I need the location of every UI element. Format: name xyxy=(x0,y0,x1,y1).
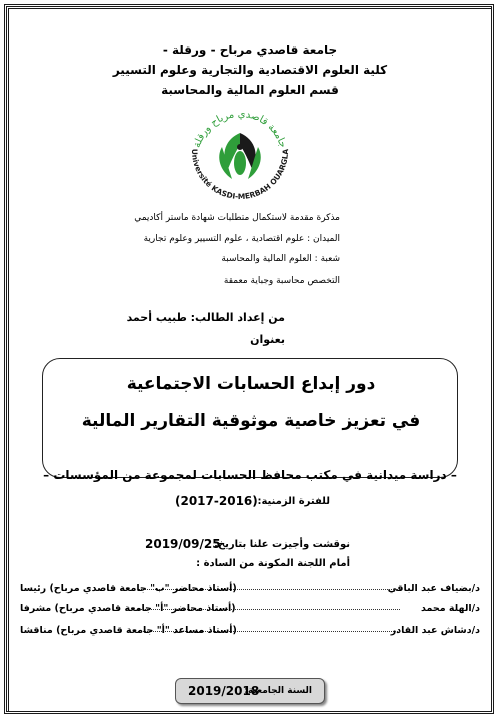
jury-row xyxy=(20,603,480,619)
logo-arabic-text: جامعة قاصدي مرباح ورقلة xyxy=(191,108,289,150)
logo-emblem xyxy=(219,133,261,179)
defense-label: نوقشت وأجيزت علنا بتاريخ: xyxy=(213,539,350,550)
study-subtitle: – دراسة ميدانية في مكتب محافظ الحسابات لمجموعة من المؤسسات – xyxy=(43,468,457,482)
jury-name: د/بضياف عبد الباقي xyxy=(387,583,480,594)
jury-row xyxy=(20,625,480,641)
jury-position: (أستاذ محاضر "ب" جامعة قاصدي مرباح) رئيسا xyxy=(20,583,237,594)
student-line: من إعداد الطالب: طبيب أحمد xyxy=(126,311,285,324)
jury-position: (أستاذ مساعد "أ" جامعة قاصدي مرباح) مناقشا xyxy=(20,625,237,636)
defense-date: 2019/09/25 xyxy=(145,537,221,551)
title-box xyxy=(42,358,458,478)
academic-year-label: السنة الجامعية: xyxy=(244,686,312,696)
university-logo xyxy=(170,95,310,210)
department-name: قسم العلوم المالية والمحاسبة xyxy=(161,83,339,97)
thesis-title-line-1: دور إبداع الحسابات الاجتماعية xyxy=(126,374,376,394)
jury-row xyxy=(20,583,480,599)
period-label: للفترة الزمنية: xyxy=(257,496,330,507)
memo-description: مذكرة مقدمة لاستكمال متطلبات شهادة ماستر أكاديمي xyxy=(134,213,340,223)
branch-line: شعبة : العلوم المالية والمحاسبة xyxy=(221,254,340,264)
jury-name: د/دشاش عبد القادر xyxy=(390,625,480,636)
specialty-line: التخصص محاسبة وجباية معمقة xyxy=(223,276,340,286)
logo-latin-text: Université KASDI-MERBAH OUARGLA xyxy=(189,148,291,202)
field-line: الميدان : علوم اقتصادية ، علوم التسيير وعلوم تجارية xyxy=(143,234,340,244)
title-label: بعنوان xyxy=(250,333,285,346)
thesis-title-line-2: في تعزيز خاصية موثوقية التقارير المالية xyxy=(81,411,421,431)
jury-position: (أستاذ محاضر "أ" جامعة قاصدي مرباح) مشرفا xyxy=(20,603,236,614)
university-name: جامعة قاصدي مرباح - ورقلة - xyxy=(162,43,338,57)
committee-label: أمام اللجنة المكونة من السادة : xyxy=(196,558,350,569)
academic-year-box xyxy=(175,678,325,704)
jury-name: د/الهلة محمد xyxy=(421,603,480,614)
faculty-name: كلية العلوم الاقتصادية والتجارية وعلوم التسيير xyxy=(112,63,388,77)
academic-year-value: 2019/2018 xyxy=(188,684,260,698)
period-value: (2017-2016) xyxy=(175,494,258,508)
